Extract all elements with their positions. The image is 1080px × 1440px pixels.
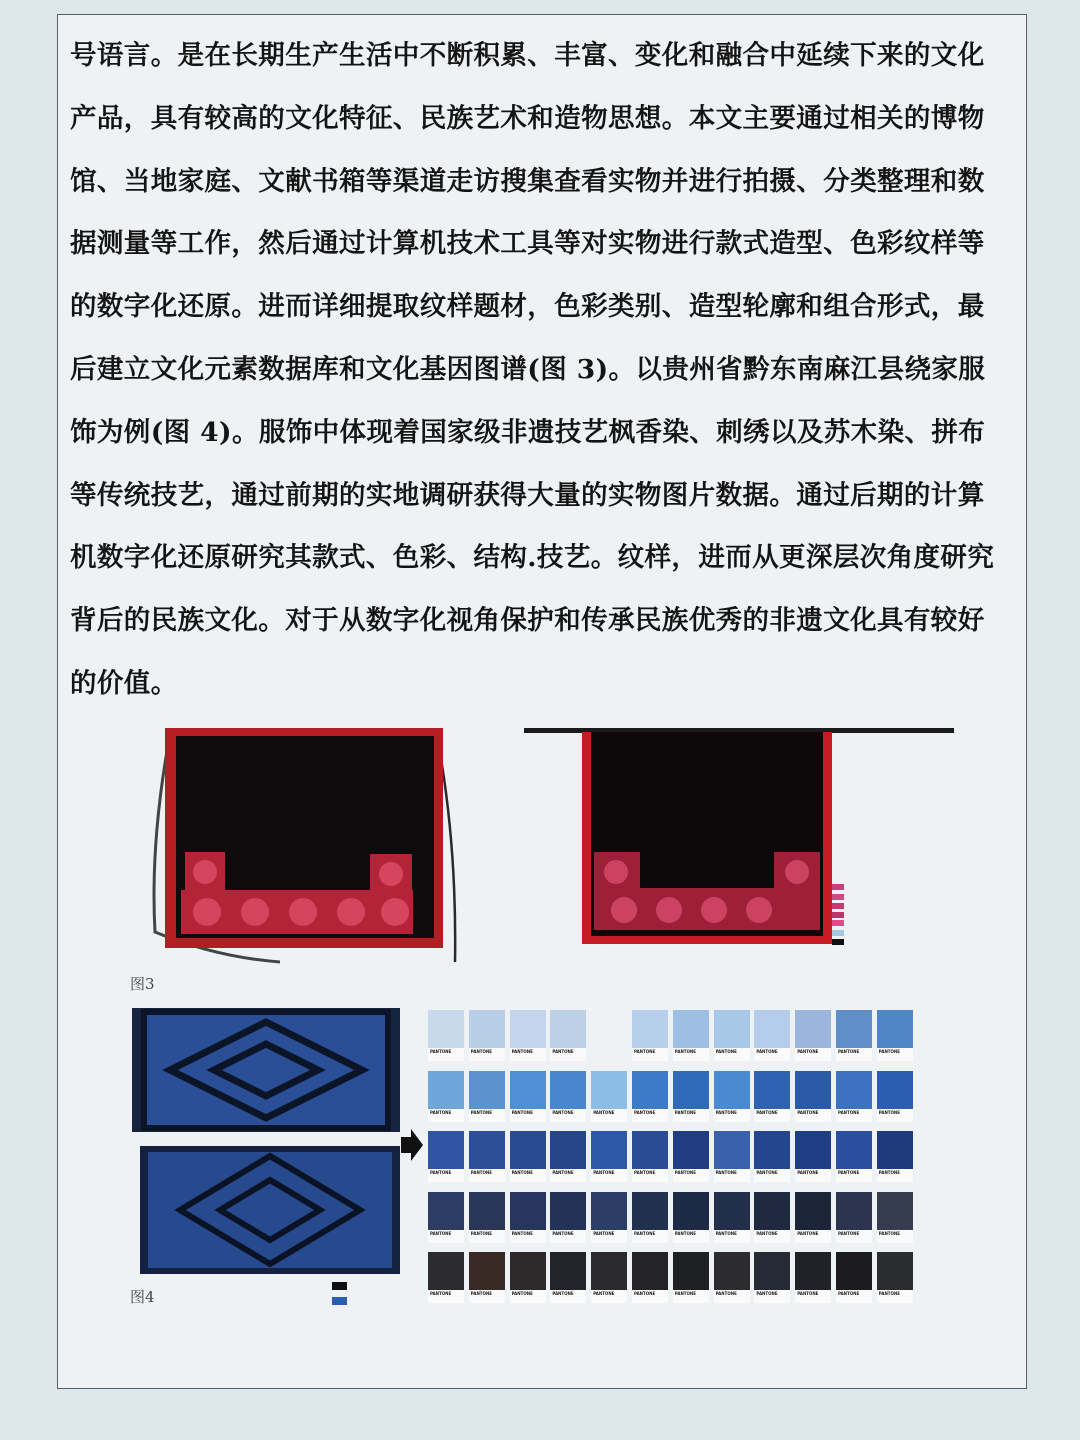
swatch-color [754, 1010, 790, 1048]
pantone-swatch [428, 1010, 464, 1061]
swatch-label: PANTONE [428, 1048, 464, 1061]
swatch-label: PANTONE [877, 1048, 913, 1061]
paragraph-line: 号语言。是在长期生产生活中不断积累、丰富、变化和融合中延续下来的文化 [70, 40, 985, 71]
swatch-color [673, 1131, 709, 1169]
pantone-swatch [836, 1252, 872, 1303]
swatch-label: PANTONE [469, 1109, 505, 1122]
swatch-color [469, 1252, 505, 1290]
swatch-label: PANTONE [591, 1109, 627, 1122]
swatch-label: PANTONE [836, 1169, 872, 1182]
pantone-swatch [714, 1192, 750, 1243]
swatch-label: PANTONE [714, 1048, 750, 1061]
swatch-color [795, 1252, 831, 1290]
paragraph-line: 馆、当地家庭、文献书箱等渠道走访搜集查看实物并进行拍摄、分类整理和数 [70, 165, 985, 197]
swatch-color [428, 1071, 464, 1109]
pantone-swatch [836, 1010, 872, 1061]
swatch-label: PANTONE [673, 1048, 709, 1061]
swatch-label: PANTONE [469, 1290, 505, 1303]
swatch-label: PANTONE [428, 1169, 464, 1182]
swatch-label: PANTONE [754, 1109, 790, 1122]
pantone-swatch [795, 1131, 831, 1182]
swatch-label: PANTONE [714, 1169, 750, 1182]
pantone-swatch [754, 1192, 790, 1243]
swatch-color [877, 1010, 913, 1048]
swatch-label: PANTONE [877, 1290, 913, 1303]
pantone-swatch [795, 1071, 831, 1122]
palette-chip [832, 930, 844, 936]
body-paragraph [70, 25, 1018, 716]
pantone-swatch [428, 1071, 464, 1122]
pantone-swatch [510, 1252, 546, 1303]
swatch-label: PANTONE [673, 1169, 709, 1182]
swatch-color [591, 1192, 627, 1230]
swatch-label: PANTONE [836, 1230, 872, 1243]
swatch-color [795, 1131, 831, 1169]
pantone-swatch [428, 1192, 464, 1243]
swatch-color [469, 1192, 505, 1230]
paragraph-line: 的数字化还原。进而详细提取纹样题材，色彩类别、造型轮廓和组合形式，最 [70, 291, 985, 323]
palette-chip [332, 1282, 347, 1290]
pantone-swatch [877, 1252, 913, 1303]
swatch-label: PANTONE [714, 1230, 750, 1243]
swatch-color [714, 1071, 750, 1109]
swatch-label: PANTONE [673, 1290, 709, 1303]
pantone-swatch [836, 1131, 872, 1182]
swatch-color [469, 1010, 505, 1048]
swatch-label: PANTONE [510, 1048, 546, 1061]
pantone-swatch [510, 1071, 546, 1122]
swatch-color [836, 1071, 872, 1109]
swatch-label: PANTONE [673, 1230, 709, 1243]
pantone-swatch [428, 1131, 464, 1182]
swatch-label: PANTONE [591, 1230, 627, 1243]
swatch-label: PANTONE [877, 1230, 913, 1243]
swatch-label: PANTONE [836, 1048, 872, 1061]
swatch-color [510, 1071, 546, 1109]
swatch-color [754, 1131, 790, 1169]
pantone-swatch [469, 1131, 505, 1182]
swatch-color [550, 1131, 586, 1169]
swatch-color [673, 1010, 709, 1048]
swatch-color [836, 1131, 872, 1169]
pantone-swatch [877, 1010, 913, 1061]
palette-chip [832, 903, 844, 909]
swatch-color [632, 1131, 668, 1169]
swatch-color [632, 1192, 668, 1230]
swatch-color [510, 1192, 546, 1230]
swatch-label: PANTONE [795, 1048, 831, 1061]
swatch-label: PANTONE [714, 1109, 750, 1122]
swatch-color [428, 1252, 464, 1290]
swatch-color [795, 1071, 831, 1109]
paragraph-line: 产品，具有较高的文化特征、民族艺术和造物思想。本文主要通过相关的博物 [70, 102, 985, 134]
swatch-color [714, 1131, 750, 1169]
pantone-swatch [754, 1131, 790, 1182]
pantone-swatch [550, 1071, 586, 1122]
pantone-swatch [591, 1131, 627, 1182]
swatch-color [877, 1071, 913, 1109]
swatch-color [428, 1192, 464, 1230]
swatch-color [632, 1010, 668, 1048]
swatch-label: PANTONE [428, 1109, 464, 1122]
swatch-color [714, 1010, 750, 1048]
swatch-label: PANTONE [795, 1230, 831, 1243]
swatch-label: PANTONE [754, 1169, 790, 1182]
swatch-label: PANTONE [673, 1109, 709, 1122]
paragraph-line: 后建立文化元素数据库和文化基因图谱(图 3)。以贵州省黔东南麻江县绕家服 [70, 353, 986, 385]
swatch-label: PANTONE [550, 1169, 586, 1182]
pantone-swatch [510, 1192, 546, 1243]
pantone-swatch [591, 1010, 627, 1061]
swatch-color [510, 1252, 546, 1290]
pantone-swatch [632, 1131, 668, 1182]
swatch-color [428, 1010, 464, 1048]
swatch-color [428, 1131, 464, 1169]
swatch-label: PANTONE [510, 1169, 546, 1182]
pantone-swatch [510, 1010, 546, 1061]
swatch-label: PANTONE [632, 1048, 668, 1061]
swatch-color [754, 1071, 790, 1109]
pantone-swatch-grid [428, 1010, 956, 1310]
swatch-color [591, 1010, 627, 1048]
swatch-label: PANTONE [877, 1109, 913, 1122]
swatch-label: PANTONE [550, 1290, 586, 1303]
paragraph-line: 饰为例(图 4)。服饰中体现着国家级非遗技艺枫香染、刺绣以及苏木染、拼布 [70, 416, 986, 448]
swatch-color [550, 1252, 586, 1290]
swatch-label: PANTONE [510, 1230, 546, 1243]
pantone-swatch [714, 1131, 750, 1182]
swatch-label: PANTONE [428, 1230, 464, 1243]
pantone-swatch [632, 1192, 668, 1243]
swatch-color [754, 1192, 790, 1230]
swatch-label: PANTONE [591, 1169, 627, 1182]
swatch-label: PANTONE [754, 1048, 790, 1061]
swatch-color [877, 1131, 913, 1169]
swatch-color [836, 1192, 872, 1230]
palette-chip [832, 939, 844, 945]
swatch-label: PANTONE [632, 1290, 668, 1303]
swatch-label: PANTONE [550, 1109, 586, 1122]
swatch-color [795, 1010, 831, 1048]
pantone-swatch [714, 1071, 750, 1122]
arrow-right-icon [401, 1129, 423, 1161]
swatch-label: PANTONE [469, 1230, 505, 1243]
swatch-label: PANTONE [877, 1169, 913, 1182]
figure-4-caption: 图4 [130, 1288, 155, 1306]
pantone-swatch [591, 1252, 627, 1303]
pantone-swatch [550, 1252, 586, 1303]
textile-photo-bottom [140, 1146, 400, 1274]
pantone-swatch [754, 1071, 790, 1122]
swatch-color [510, 1131, 546, 1169]
swatch-label: PANTONE [469, 1048, 505, 1061]
apron-photo-left [145, 722, 475, 972]
palette-chip [332, 1297, 347, 1305]
paragraph-line: 机数字化还原研究其款式、色彩、结构.技艺。纹样，进而从更深层次角度研究 [70, 542, 995, 574]
pantone-swatch [632, 1010, 668, 1061]
swatch-label: PANTONE [795, 1109, 831, 1122]
swatch-label: PANTONE [510, 1109, 546, 1122]
pantone-swatch [469, 1010, 505, 1061]
swatch-color [591, 1252, 627, 1290]
pantone-swatch [795, 1252, 831, 1303]
figure-3-caption: 图3 [130, 975, 155, 993]
pantone-swatch [877, 1131, 913, 1182]
pantone-swatch [469, 1192, 505, 1243]
swatch-label: PANTONE [469, 1169, 505, 1182]
pantone-swatch [469, 1252, 505, 1303]
swatch-label: PANTONE [754, 1230, 790, 1243]
pantone-swatch [469, 1071, 505, 1122]
palette-chip [832, 912, 844, 918]
pantone-swatch [550, 1010, 586, 1061]
paragraph-line: 等传统技艺，通过前期的实地调研获得大量的实物图片数据。通过后期的计算 [70, 479, 985, 511]
pantone-swatch [632, 1071, 668, 1122]
swatch-label: PANTONE [632, 1169, 668, 1182]
swatch-color [632, 1252, 668, 1290]
pantone-swatch [673, 1010, 709, 1061]
swatch-label: PANTONE [754, 1290, 790, 1303]
pantone-swatch [754, 1010, 790, 1061]
swatch-color [836, 1010, 872, 1048]
swatch-color [714, 1252, 750, 1290]
pantone-swatch [795, 1192, 831, 1243]
swatch-label: PANTONE [714, 1290, 750, 1303]
pantone-swatch [591, 1192, 627, 1243]
pantone-swatch [550, 1131, 586, 1182]
paragraph-line: 的价值。 [70, 667, 178, 699]
pantone-swatch [632, 1252, 668, 1303]
pantone-swatch [550, 1192, 586, 1243]
swatch-color [632, 1071, 668, 1109]
swatch-label: PANTONE [836, 1290, 872, 1303]
paragraph-line: 据测量等工作，然后通过计算机技术工具等对实物进行款式造型、色彩纹样等 [70, 228, 985, 260]
swatch-label: PANTONE [591, 1290, 627, 1303]
pantone-swatch [591, 1071, 627, 1122]
swatch-label: PANTONE [428, 1290, 464, 1303]
swatch-color [714, 1192, 750, 1230]
textile-photo-top [132, 1008, 400, 1132]
swatch-label: PANTONE [836, 1109, 872, 1122]
swatch-color [550, 1071, 586, 1109]
pantone-swatch [836, 1192, 872, 1243]
pantone-swatch [877, 1071, 913, 1122]
swatch-label: PANTONE [795, 1169, 831, 1182]
pantone-swatch [754, 1252, 790, 1303]
swatch-color [550, 1192, 586, 1230]
swatch-color [836, 1252, 872, 1290]
swatch-color [469, 1131, 505, 1169]
swatch-color [673, 1252, 709, 1290]
pantone-swatch [673, 1192, 709, 1243]
swatch-color [877, 1252, 913, 1290]
pantone-swatch [877, 1192, 913, 1243]
pantone-swatch [836, 1071, 872, 1122]
swatch-label: PANTONE [510, 1290, 546, 1303]
palette-chip [832, 920, 844, 926]
swatch-color [673, 1071, 709, 1109]
swatch-label: PANTONE [550, 1048, 586, 1061]
paragraph-line: 背后的民族文化。对于从数字化视角保护和传承民族优秀的非遗文化具有较好 [70, 605, 985, 637]
swatch-color [469, 1071, 505, 1109]
pantone-swatch [673, 1131, 709, 1182]
swatch-color [550, 1010, 586, 1048]
pantone-swatch [510, 1131, 546, 1182]
pantone-swatch [795, 1010, 831, 1061]
swatch-color [591, 1131, 627, 1169]
pantone-swatch [714, 1252, 750, 1303]
apron-digital-right [524, 724, 954, 949]
pantone-swatch [428, 1252, 464, 1303]
swatch-color [591, 1071, 627, 1109]
swatch-color [754, 1252, 790, 1290]
swatch-label [591, 1048, 627, 1061]
swatch-color [673, 1192, 709, 1230]
pantone-swatch [673, 1252, 709, 1303]
swatch-color [795, 1192, 831, 1230]
swatch-label: PANTONE [632, 1109, 668, 1122]
swatch-color [510, 1010, 546, 1048]
pantone-swatch [714, 1010, 750, 1061]
swatch-label: PANTONE [550, 1230, 586, 1243]
swatch-label: PANTONE [795, 1290, 831, 1303]
swatch-color [877, 1192, 913, 1230]
palette-chip [832, 894, 844, 900]
palette-chip [832, 884, 844, 890]
swatch-label: PANTONE [632, 1230, 668, 1243]
pantone-swatch [673, 1071, 709, 1122]
